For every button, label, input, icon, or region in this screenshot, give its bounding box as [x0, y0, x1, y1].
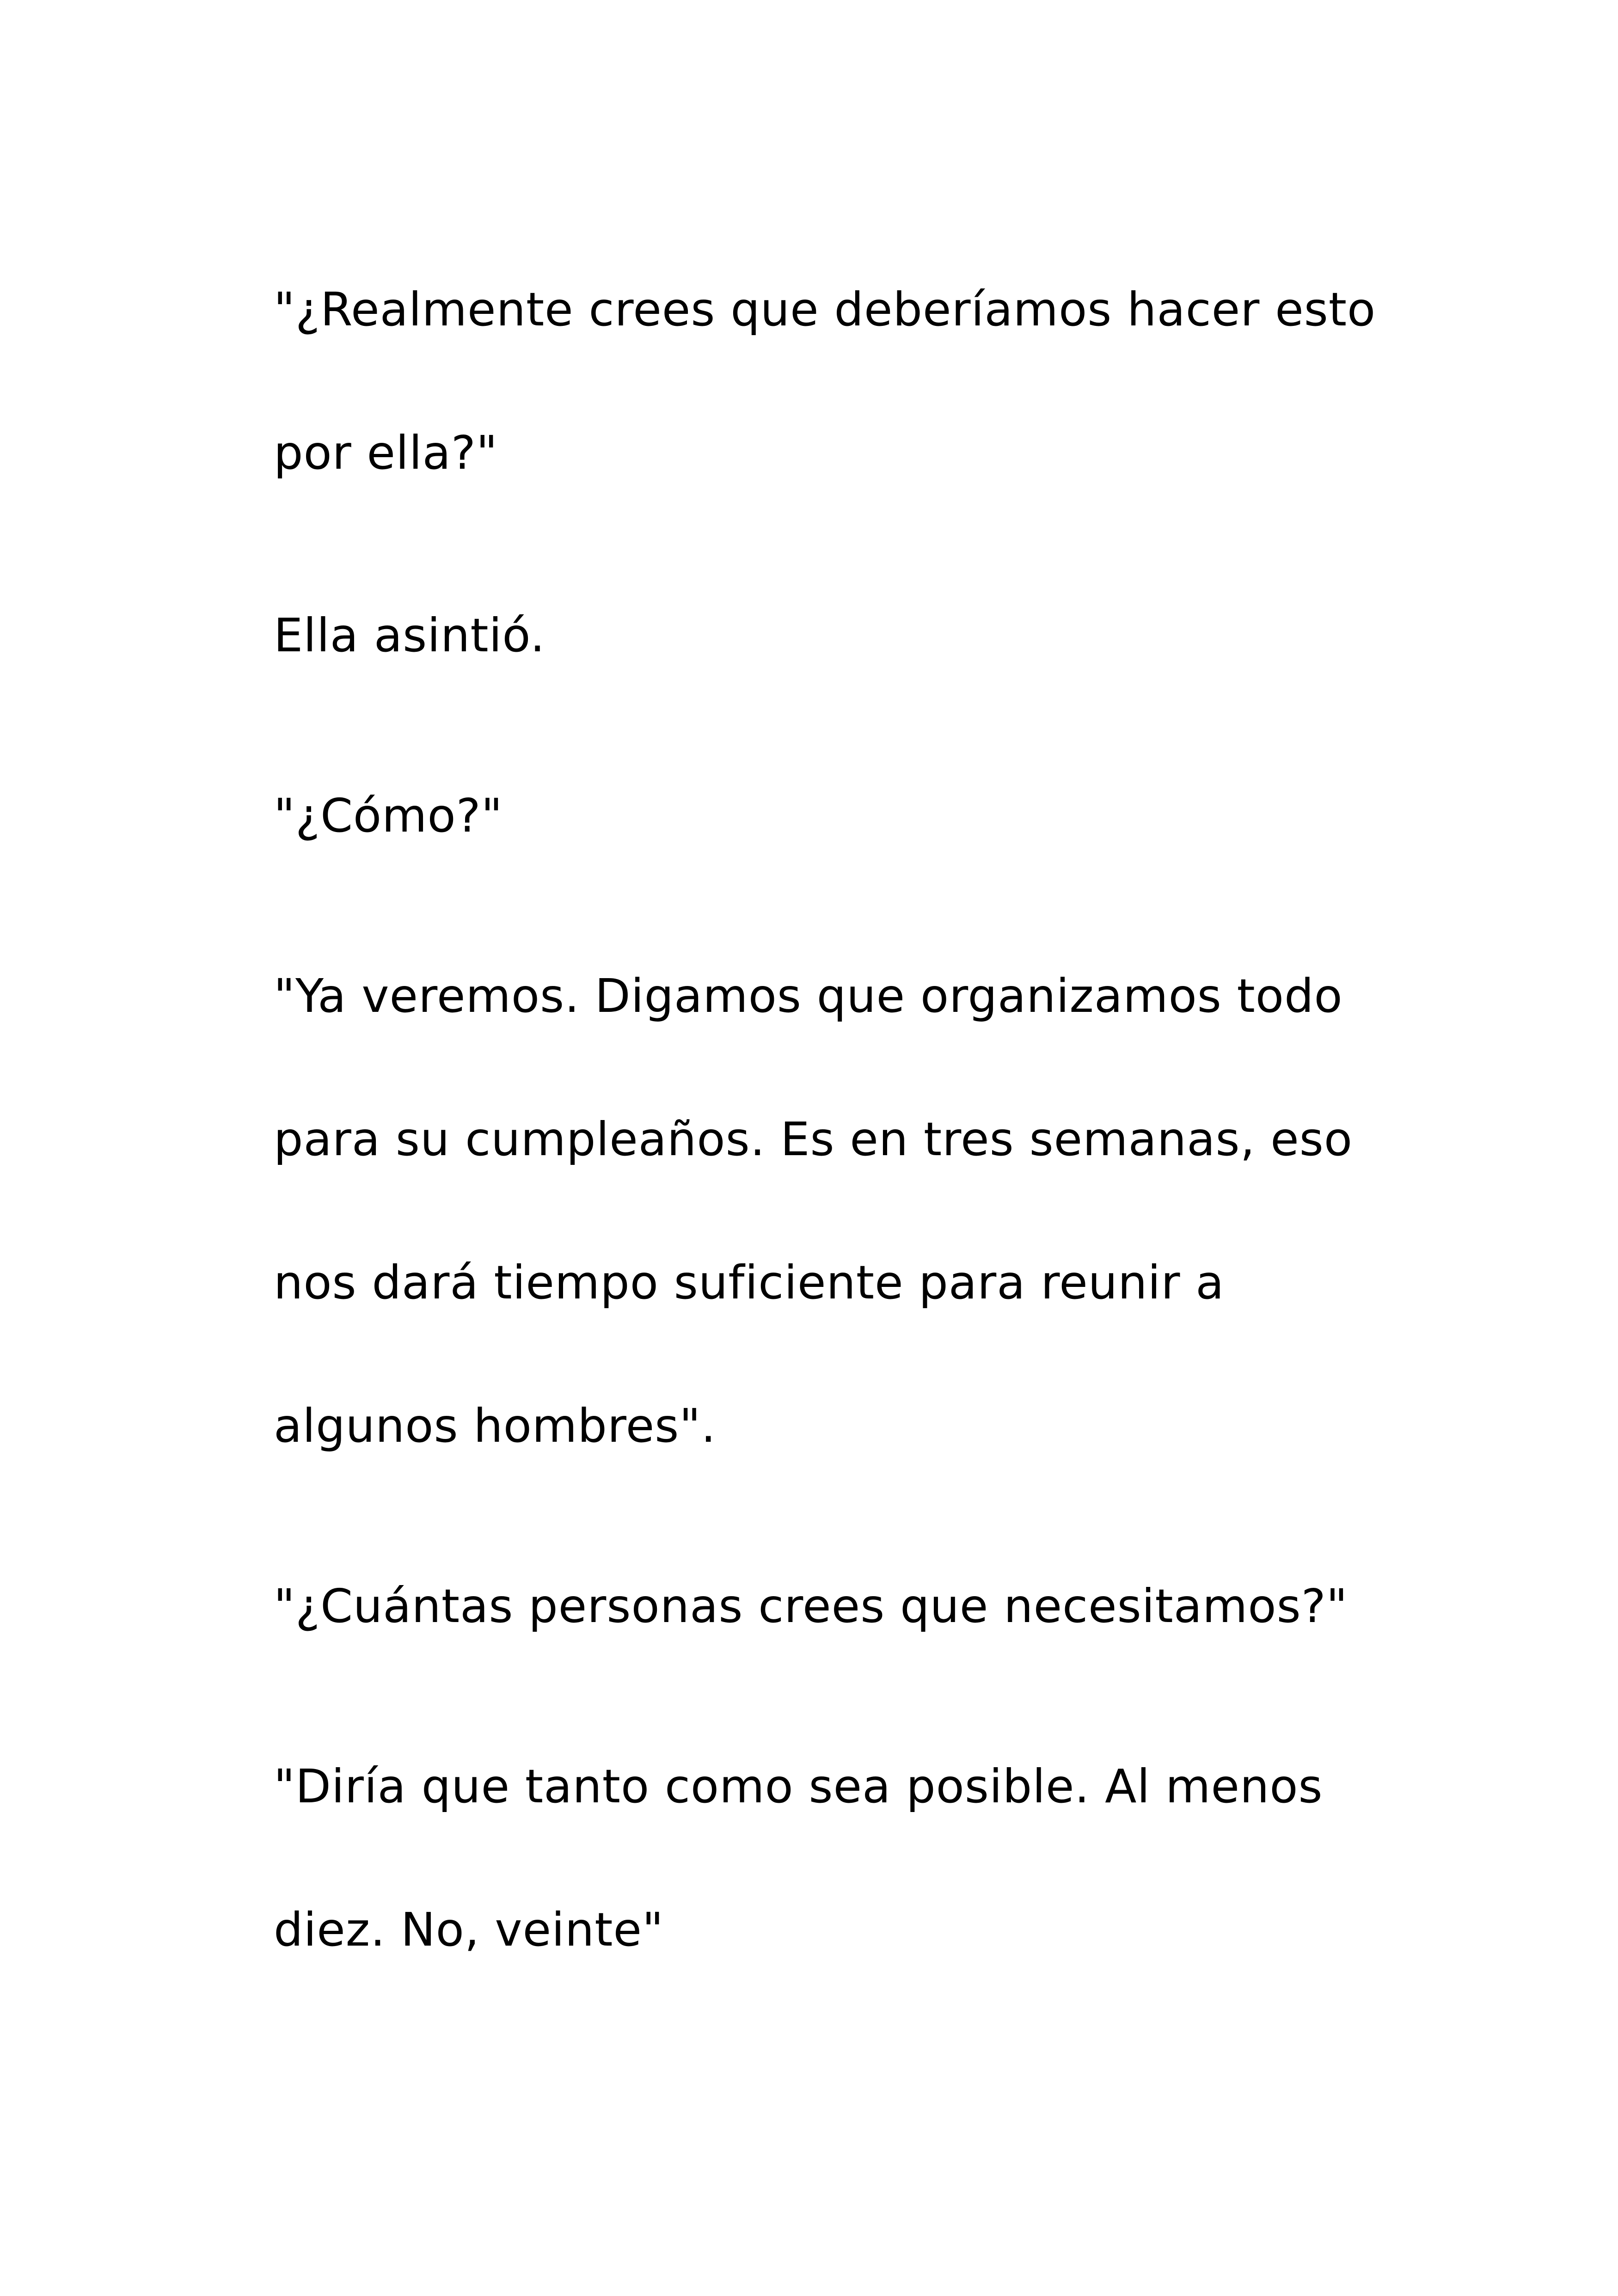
text-line: "¿Cuántas personas crees que necesitamos?" — [274, 1579, 1348, 1633]
text-line: nos dará tiempo suficiente para reunir a — [274, 1255, 1225, 1310]
text-line: "¿Cómo?" — [274, 789, 503, 843]
text-line: para su cumpleaños. Es en tres semanas, eso — [274, 1112, 1353, 1166]
text-line: algunos hombres". — [274, 1399, 717, 1453]
text-line: "Ya veremos. Digamos que organizamos todo — [274, 969, 1343, 1023]
text-line: por ella?" — [274, 426, 498, 480]
text-line: diez. No, veinte" — [274, 1903, 664, 1957]
text-line: Ella asintió. — [274, 608, 545, 662]
text-line: "¿Realmente crees que deberíamos hacer esto — [274, 282, 1376, 337]
text-line: "Diría que tanto como sea posible. Al menos — [274, 1759, 1323, 1813]
